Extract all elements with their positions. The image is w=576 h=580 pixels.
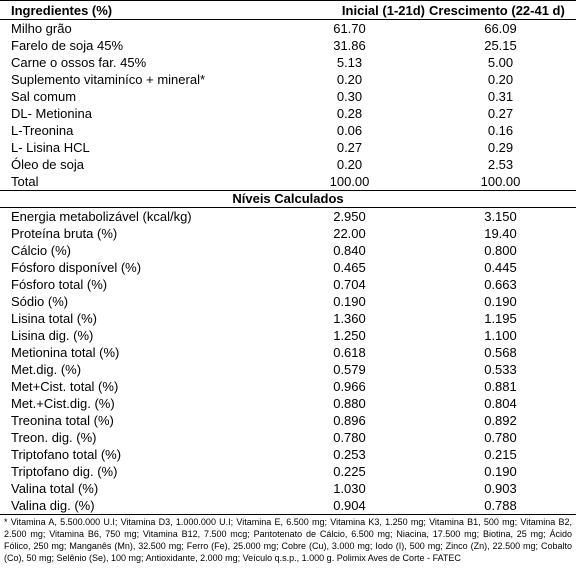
table-row: [0, 156, 576, 173]
row-value-inicial: 0.20: [336, 72, 363, 87]
row-value-crescimento: 0.29: [487, 140, 514, 155]
row-value-inicial: 0.06: [336, 123, 363, 138]
row-value-crescimento: 0.903: [484, 481, 517, 496]
row-label: Farelo de soja 45%: [11, 38, 124, 53]
row-value-inicial: 2.950: [333, 209, 366, 224]
row-value-inicial: 0.904: [282, 497, 429, 515]
header-ingredients: Ingredientes (%): [0, 1, 282, 20]
row-value-inicial: 1.030: [333, 481, 366, 496]
row-value-inicial: 0.253: [333, 447, 366, 462]
row-label: Suplemento vitaminíco + mineral*: [11, 72, 206, 87]
ingredients-body: [0, 20, 576, 191]
row-label: DL- Metionina: [11, 106, 92, 121]
row-label: Cálcio (%): [11, 243, 71, 258]
row-label: Sal comum: [11, 89, 77, 104]
row-value-inicial: 31.86: [333, 38, 366, 53]
table-row: [0, 378, 576, 395]
row-value-inicial: 0.966: [333, 379, 366, 394]
row-value-inicial: 100.00: [329, 174, 370, 189]
header-inicial: Inicial (1-21d): [282, 1, 429, 20]
row-label: Energia metabolizável (kcal/kg): [11, 209, 192, 224]
footnote: * Vitamina A, 5.500.000 U.I; Vitamina D3, 1.000.000 U.I; Vitamina E, 6.500 mg; Vitamina K3, 1.250 mg; Vitamina B1, 500 mg; Vitamina B2, 2.500 mg; Vitamina B6, 750 mg; Vitamina B12, 7.500 mcg; Pantotenato de Cálcio, 6.500 mg; Niacina, 17.500 mg; Biotina, 25 mg; Ácido Fólico, 250 mg; Manganês (Mn), 32.500 mg; Ferro (Fe), 25.000 mg; Cobre (Cu), 3.000 mg; Iodo (I), 500 mg; Zinco (Zn), 22.500 mg; Cobalto (Co), 50 mg; Selênio (Se), 100 mg; Antioxidante, 2.000 mg; Veículo q.s.p., 1.000 g. Polimix Aves de Corte - FATEC: [4, 517, 572, 563]
row-value-crescimento: 1.195: [484, 311, 517, 326]
table-row: [0, 463, 576, 480]
row-label: Lisina total (%): [11, 311, 97, 326]
table-row: [0, 429, 576, 446]
row-label: Treon. dig. (%): [11, 430, 97, 445]
table-row: [0, 88, 576, 105]
table-row: [0, 173, 576, 191]
row-label: Fósforo disponível (%): [11, 260, 142, 275]
row-value-inicial: 0.20: [336, 157, 363, 172]
row-value-crescimento: 0.20: [487, 72, 514, 87]
table-row: [0, 242, 576, 259]
row-value-crescimento: 2.53: [487, 157, 514, 172]
table-row: [0, 276, 576, 293]
table-row: [0, 225, 576, 242]
row-value-crescimento: 0.892: [484, 413, 517, 428]
row-value-crescimento: 0.568: [484, 345, 517, 360]
row-label: Triptofano dig. (%): [11, 464, 118, 479]
row-value-crescimento: 0.788: [429, 497, 576, 515]
row-value-crescimento: 1.100: [484, 328, 517, 343]
row-value-inicial: 0.780: [333, 430, 366, 445]
row-value-inicial: 5.13: [336, 55, 363, 70]
table-row: [0, 20, 576, 38]
row-value-inicial: 0.190: [333, 294, 366, 309]
table-row: [0, 208, 576, 226]
table-row: [0, 412, 576, 429]
table-header-row: [0, 1, 576, 20]
row-value-inicial: 61.70: [333, 21, 366, 36]
row-value-crescimento: 0.190: [484, 294, 517, 309]
row-value-inicial: 1.250: [333, 328, 366, 343]
row-value-inicial: 0.225: [333, 464, 366, 479]
row-label: L- Lisina HCL: [11, 140, 90, 155]
row-value-inicial: 0.27: [336, 140, 363, 155]
row-value-inicial: 22.00: [333, 226, 366, 241]
row-label: Milho grão: [11, 21, 72, 36]
row-label: Carne o ossos far. 45%: [11, 55, 147, 70]
row-label: Lisina dig. (%): [11, 328, 94, 343]
row-value-crescimento: 0.215: [484, 447, 517, 462]
row-value-inicial: 0.30: [336, 89, 363, 104]
row-value-crescimento: 3.150: [484, 209, 517, 224]
row-label: Met.+Cist.dig. (%): [11, 396, 115, 411]
row-value-inicial: 0.465: [333, 260, 366, 275]
table-row: [0, 344, 576, 361]
header-crescimento: Crescimento (22-41 d): [429, 1, 576, 20]
row-label: Treonina total (%): [11, 413, 114, 428]
table-row: [0, 139, 576, 156]
table-row: [0, 310, 576, 327]
row-label: Metionina total (%): [11, 345, 120, 360]
row-value-inicial: 0.579: [333, 362, 366, 377]
row-value-crescimento: 0.804: [484, 396, 517, 411]
row-value-inicial: 0.896: [333, 413, 366, 428]
table-row: [0, 395, 576, 412]
row-value-inicial: 0.840: [333, 243, 366, 258]
row-value-inicial: 0.704: [333, 277, 366, 292]
row-value-crescimento: 0.27: [487, 106, 514, 121]
row-value-crescimento: 0.445: [484, 260, 517, 275]
table-row: [0, 122, 576, 139]
table-row: [0, 497, 576, 515]
row-value-crescimento: 0.31: [487, 89, 514, 104]
row-label: L-Treonina: [11, 123, 74, 138]
row-label: Óleo de soja: [11, 157, 84, 172]
row-value-crescimento: 0.780: [484, 430, 517, 445]
row-value-crescimento: 0.533: [484, 362, 517, 377]
row-value-crescimento: 0.16: [487, 123, 514, 138]
table-row: [0, 71, 576, 88]
row-value-crescimento: 0.190: [484, 464, 517, 479]
row-label: Triptofano total (%): [11, 447, 122, 462]
table-row: [0, 361, 576, 378]
calculated-levels-body: [0, 208, 576, 515]
row-label: Sódio (%): [11, 294, 69, 309]
row-label: Total: [11, 174, 39, 189]
row-value-inicial: 1.360: [333, 311, 366, 326]
table-row: [0, 37, 576, 54]
row-value-inicial: 0.880: [333, 396, 366, 411]
row-label: Met+Cist. total (%): [11, 379, 119, 394]
section-header-row: [0, 191, 576, 208]
table-row: [0, 105, 576, 122]
table-row: [0, 327, 576, 344]
row-label: Met.dig. (%): [11, 362, 82, 377]
row-value-crescimento: 66.09: [484, 21, 517, 36]
row-value-crescimento: 19.40: [484, 226, 517, 241]
table-row: [0, 446, 576, 463]
table-row: [0, 259, 576, 276]
row-label: Fósforo total (%): [11, 277, 108, 292]
row-label: Valina total (%): [11, 481, 99, 496]
table-row: [0, 293, 576, 310]
row-value-crescimento: 0.800: [484, 243, 517, 258]
row-value-crescimento: 0.881: [484, 379, 517, 394]
row-value-crescimento: 100.00: [480, 174, 521, 189]
row-value-inicial: 0.28: [336, 106, 363, 121]
row-value-crescimento: 5.00: [487, 55, 514, 70]
row-value-crescimento: 0.663: [484, 277, 517, 292]
row-label: Valina dig. (%): [0, 497, 282, 515]
row-value-inicial: 0.618: [333, 345, 366, 360]
table-row: [0, 480, 576, 497]
row-value-crescimento: 25.15: [484, 38, 517, 53]
table-row: [0, 54, 576, 71]
row-label: Proteína bruta (%): [11, 226, 118, 241]
section-title: Níveis Calculados: [0, 191, 576, 208]
